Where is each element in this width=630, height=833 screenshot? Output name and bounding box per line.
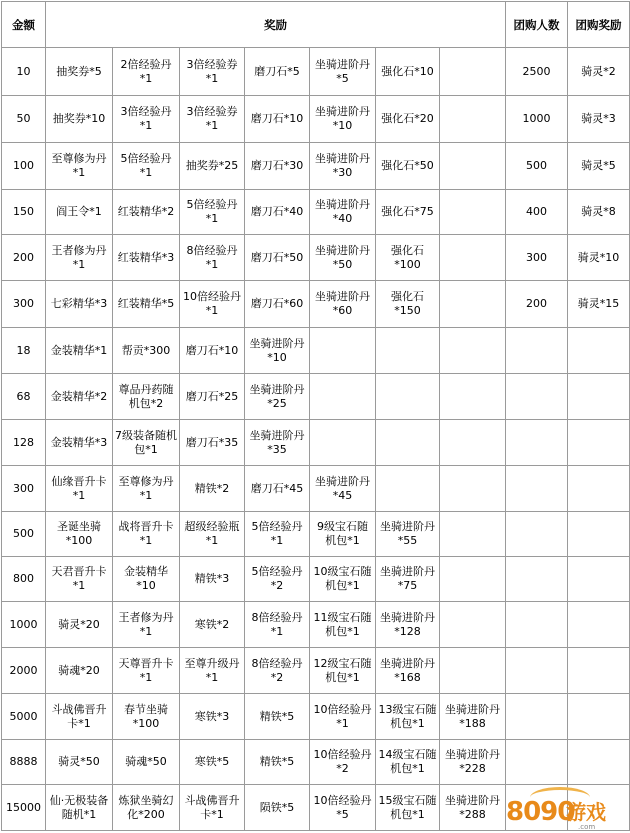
group-count-cell: 500 — [506, 143, 568, 190]
group-reward-cell — [568, 374, 630, 420]
table-row — [2, 694, 630, 740]
reward-item-cell: 红装精华*5 — [113, 281, 180, 328]
reward-item-cell — [376, 328, 440, 374]
reward-item-cell: 坐骑进阶丹*188 — [440, 694, 506, 740]
reward-item-cell: 磨刀石*40 — [245, 190, 310, 235]
group-count-cell — [506, 694, 568, 740]
group-count-cell: 1000 — [506, 96, 568, 143]
reward-item-cell: 9级宝石随机包*1 — [310, 512, 376, 557]
reward-item-cell: 7级装备随机包*1 — [113, 420, 180, 466]
amount-cell: 500 — [2, 512, 46, 557]
reward-item-cell: 骑魂*20 — [46, 648, 113, 694]
amount-cell: 8888 — [2, 740, 46, 785]
logo-domain: .com — [578, 823, 596, 831]
group-reward-cell — [568, 328, 630, 374]
group-reward-cell: 骑灵*15 — [568, 281, 630, 328]
group-reward-cell — [568, 602, 630, 648]
reward-item-cell: 金装精华*1 — [46, 328, 113, 374]
reward-item-cell: 3倍经验丹*1 — [113, 96, 180, 143]
group-count-cell — [506, 420, 568, 466]
group-count-cell — [506, 557, 568, 602]
reward-item-cell: 圣诞坐骑*100 — [46, 512, 113, 557]
reward-item-cell — [440, 96, 506, 143]
reward-item-cell: 磨刀石*25 — [180, 374, 245, 420]
table-row — [2, 143, 630, 190]
group-reward-cell — [568, 420, 630, 466]
reward-item-cell: 5倍经验丹*1 — [113, 143, 180, 190]
reward-item-cell: 至尊修为丹*1 — [46, 143, 113, 190]
reward-item-cell — [440, 235, 506, 281]
group-reward-cell — [568, 557, 630, 602]
reward-item-cell: 坐骑进阶丹*45 — [310, 466, 376, 512]
reward-item-cell: 5倍经验丹*1 — [245, 512, 310, 557]
reward-item-cell: 春节坐骑*100 — [113, 694, 180, 740]
reward-item-cell: 磨刀石*50 — [245, 235, 310, 281]
reward-item-cell: 抽奖券*25 — [180, 143, 245, 190]
table-row — [2, 602, 630, 648]
table-row — [2, 466, 630, 512]
reward-item-cell: 斗战佛晋升卡*1 — [46, 694, 113, 740]
reward-item-cell — [376, 420, 440, 466]
logo-number: 8090 — [506, 797, 575, 827]
reward-item-cell: 8倍经验丹*1 — [245, 602, 310, 648]
reward-item-cell: 强化石*50 — [376, 143, 440, 190]
reward-item-cell: 磨刀石*45 — [245, 466, 310, 512]
amount-cell: 300 — [2, 281, 46, 328]
reward-item-cell: 8倍经验丹*1 — [180, 235, 245, 281]
group-count-cell — [506, 602, 568, 648]
reward-item-cell: 王者修为丹*1 — [113, 602, 180, 648]
reward-item-cell — [440, 648, 506, 694]
reward-item-cell — [440, 281, 506, 328]
reward-item-cell: 坐骑进阶丹*50 — [310, 235, 376, 281]
reward-item-cell: 磨刀石*35 — [180, 420, 245, 466]
reward-item-cell: 磨刀石*10 — [180, 328, 245, 374]
reward-item-cell: 磨刀石*60 — [245, 281, 310, 328]
table-row — [2, 235, 630, 281]
reward-item-cell — [376, 374, 440, 420]
reward-item-cell: 10倍经验丹*5 — [310, 785, 376, 831]
reward-item-cell — [440, 143, 506, 190]
reward-item-cell — [440, 420, 506, 466]
group-count-cell — [506, 512, 568, 557]
reward-item-cell: 至尊升级丹*1 — [180, 648, 245, 694]
reward-item-cell: 坐骑进阶丹*30 — [310, 143, 376, 190]
table-row — [2, 281, 630, 328]
header-group-count: 团购人数 — [506, 2, 568, 48]
reward-item-cell — [440, 512, 506, 557]
reward-item-cell: 天尊晋升卡*1 — [113, 648, 180, 694]
table-row — [2, 557, 630, 602]
reward-item-cell: 3倍经验券*1 — [180, 96, 245, 143]
reward-item-cell: 帮贡*300 — [113, 328, 180, 374]
reward-item-cell: 坐骑进阶丹*40 — [310, 190, 376, 235]
reward-item-cell: 阎王令*1 — [46, 190, 113, 235]
reward-item-cell: 坐骑进阶丹*60 — [310, 281, 376, 328]
reward-item-cell: 精铁*2 — [180, 466, 245, 512]
reward-item-cell: 尊品丹药随机包*2 — [113, 374, 180, 420]
reward-item-cell: 强化石*20 — [376, 96, 440, 143]
reward-item-cell: 仙缘晋升卡*1 — [46, 466, 113, 512]
reward-item-cell — [440, 374, 506, 420]
group-count-cell — [506, 466, 568, 512]
amount-cell: 2000 — [2, 648, 46, 694]
reward-item-cell: 10倍经验丹*2 — [310, 740, 376, 785]
group-reward-cell: 骑灵*3 — [568, 96, 630, 143]
group-reward-cell — [568, 740, 630, 785]
reward-item-cell: 磨刀石*10 — [245, 96, 310, 143]
reward-item-cell: 王者修为丹*1 — [46, 235, 113, 281]
reward-item-cell: 斗战佛晋升卡*1 — [180, 785, 245, 831]
group-reward-cell: 骑灵*8 — [568, 190, 630, 235]
group-reward-cell — [568, 466, 630, 512]
site-logo — [506, 787, 624, 829]
header-row — [2, 2, 630, 48]
group-count-cell — [506, 648, 568, 694]
reward-item-cell: 寒铁*2 — [180, 602, 245, 648]
table-row — [2, 96, 630, 143]
group-reward-cell — [568, 648, 630, 694]
reward-item-cell: 红装精华*3 — [113, 235, 180, 281]
amount-cell: 10 — [2, 48, 46, 96]
reward-item-cell: 骑魂*50 — [113, 740, 180, 785]
reward-item-cell: 炼狱坐骑幻化*200 — [113, 785, 180, 831]
reward-item-cell: 10倍经验丹*1 — [310, 694, 376, 740]
reward-item-cell: 天君晋升卡*1 — [46, 557, 113, 602]
amount-cell: 5000 — [2, 694, 46, 740]
header-reward: 奖励 — [46, 2, 506, 48]
reward-item-cell: 磨刀石*5 — [245, 48, 310, 96]
reward-item-cell: 坐骑进阶丹*5 — [310, 48, 376, 96]
amount-cell: 128 — [2, 420, 46, 466]
reward-item-cell: 坐骑进阶丹*128 — [376, 602, 440, 648]
reward-item-cell: 金装精华*3 — [46, 420, 113, 466]
reward-item-cell — [440, 48, 506, 96]
reward-item-cell — [310, 420, 376, 466]
reward-item-cell: 坐骑进阶丹*10 — [245, 328, 310, 374]
reward-item-cell: 超级经验瓶*1 — [180, 512, 245, 557]
amount-cell: 68 — [2, 374, 46, 420]
reward-item-cell: 金装精华*10 — [113, 557, 180, 602]
logo-text: 游戏 — [566, 800, 606, 824]
table-row — [2, 328, 630, 374]
amount-cell: 100 — [2, 143, 46, 190]
amount-cell: 800 — [2, 557, 46, 602]
reward-item-cell: 寒铁*5 — [180, 740, 245, 785]
amount-cell: 200 — [2, 235, 46, 281]
reward-table — [1, 1, 630, 831]
amount-cell: 50 — [2, 96, 46, 143]
reward-item-cell — [440, 190, 506, 235]
reward-item-cell: 坐骑进阶丹*55 — [376, 512, 440, 557]
amount-cell: 18 — [2, 328, 46, 374]
reward-item-cell: 战将晋升卡*1 — [113, 512, 180, 557]
table-row — [2, 374, 630, 420]
reward-item-cell — [440, 466, 506, 512]
reward-item-cell: 至尊修为丹*1 — [113, 466, 180, 512]
group-count-cell: 300 — [506, 235, 568, 281]
reward-item-cell: 坐骑进阶丹*25 — [245, 374, 310, 420]
group-count-cell — [506, 328, 568, 374]
reward-item-cell — [440, 602, 506, 648]
group-count-cell: 400 — [506, 190, 568, 235]
reward-item-cell: 寒铁*3 — [180, 694, 245, 740]
reward-item-cell: 坐骑进阶丹*10 — [310, 96, 376, 143]
group-count-cell — [506, 740, 568, 785]
table-row — [2, 648, 630, 694]
amount-cell: 15000 — [2, 785, 46, 831]
reward-item-cell: 精铁*5 — [245, 694, 310, 740]
reward-item-cell: 磨刀石*30 — [245, 143, 310, 190]
reward-item-cell: 坐骑进阶丹*168 — [376, 648, 440, 694]
group-count-cell — [506, 374, 568, 420]
reward-item-cell: 10级宝石随机包*1 — [310, 557, 376, 602]
group-reward-cell — [568, 512, 630, 557]
reward-item-cell: 金装精华*2 — [46, 374, 113, 420]
table-row — [2, 48, 630, 96]
group-reward-cell — [568, 694, 630, 740]
reward-item-cell: 精铁*3 — [180, 557, 245, 602]
reward-item-cell: 3倍经验券*1 — [180, 48, 245, 96]
reward-item-cell: 坐骑进阶丹*75 — [376, 557, 440, 602]
header-group-reward: 团购奖励 — [568, 2, 630, 48]
amount-cell: 150 — [2, 190, 46, 235]
group-reward-cell: 骑灵*2 — [568, 48, 630, 96]
reward-item-cell: 坐骑进阶丹*288 — [440, 785, 506, 831]
header-amount: 金额 — [2, 2, 46, 48]
reward-item-cell: 2倍经验丹*1 — [113, 48, 180, 96]
reward-item-cell: 仙·无极装备随机*1 — [46, 785, 113, 831]
reward-item-cell: 陨铁*5 — [245, 785, 310, 831]
reward-item-cell: 七彩精华*3 — [46, 281, 113, 328]
reward-item-cell: 14级宝石随机包*1 — [376, 740, 440, 785]
reward-item-cell — [440, 557, 506, 602]
reward-item-cell: 抽奖券*10 — [46, 96, 113, 143]
reward-item-cell: 10倍经验丹*1 — [180, 281, 245, 328]
reward-item-cell — [310, 328, 376, 374]
reward-item-cell — [440, 328, 506, 374]
reward-item-cell: 5倍经验丹*1 — [180, 190, 245, 235]
reward-item-cell: 8倍经验丹*2 — [245, 648, 310, 694]
group-reward-cell: 骑灵*5 — [568, 143, 630, 190]
reward-item-cell: 12级宝石随机包*1 — [310, 648, 376, 694]
table-row — [2, 512, 630, 557]
reward-item-cell: 15级宝石随机包*1 — [376, 785, 440, 831]
amount-cell: 1000 — [2, 602, 46, 648]
reward-item-cell — [376, 466, 440, 512]
reward-item-cell: 强化石*75 — [376, 190, 440, 235]
reward-item-cell: 骑灵*50 — [46, 740, 113, 785]
reward-item-cell: 强化石*10 — [376, 48, 440, 96]
group-count-cell: 2500 — [506, 48, 568, 96]
reward-item-cell: 13级宝石随机包*1 — [376, 694, 440, 740]
reward-item-cell: 5倍经验丹*2 — [245, 557, 310, 602]
table-row — [2, 420, 630, 466]
group-reward-cell: 骑灵*10 — [568, 235, 630, 281]
reward-item-cell: 强化石*100 — [376, 235, 440, 281]
reward-item-cell — [310, 374, 376, 420]
reward-item-cell: 抽奖券*5 — [46, 48, 113, 96]
reward-item-cell: 红装精华*2 — [113, 190, 180, 235]
reward-item-cell: 强化石*150 — [376, 281, 440, 328]
reward-item-cell: 骑灵*20 — [46, 602, 113, 648]
amount-cell: 300 — [2, 466, 46, 512]
table-row — [2, 190, 630, 235]
reward-item-cell: 坐骑进阶丹*35 — [245, 420, 310, 466]
group-count-cell: 200 — [506, 281, 568, 328]
reward-item-cell: 坐骑进阶丹*228 — [440, 740, 506, 785]
reward-item-cell: 11级宝石随机包*1 — [310, 602, 376, 648]
table-row — [2, 740, 630, 785]
reward-item-cell: 精铁*5 — [245, 740, 310, 785]
